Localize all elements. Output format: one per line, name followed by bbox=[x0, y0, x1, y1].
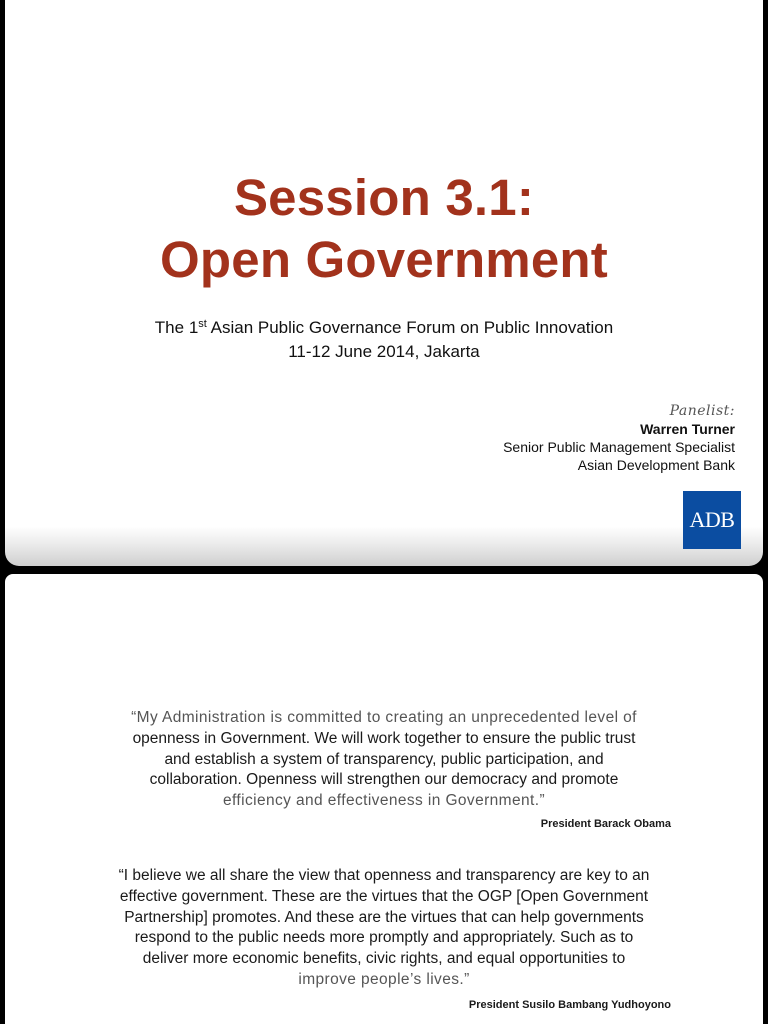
quote-line: and establish a system of transparency, public participation, and bbox=[164, 750, 604, 768]
slide-title-line-2: Open Government bbox=[160, 231, 608, 288]
slide-1[interactable] bbox=[5, 0, 763, 566]
quote-line: deliver more economic benefits, civic rights, and equal opportunities to bbox=[142, 950, 626, 968]
forum-name-suffix: Asian Public Governance Forum on Public Innovation bbox=[206, 318, 614, 337]
quote-attribution-obama: President Barack Obama bbox=[540, 818, 671, 830]
panelist-organization: Asian Development Bank bbox=[577, 457, 735, 473]
quote-line: openness in Government. We will work together to ensure the public trust bbox=[132, 729, 636, 747]
quote-line: efficiency and effectiveness in Government.” bbox=[222, 792, 546, 810]
adb-logo: ADB bbox=[683, 491, 741, 549]
forum-name bbox=[5, 316, 763, 339]
forum-name-prefix: The 1 bbox=[154, 318, 199, 337]
panelist-label: Panelist: bbox=[669, 403, 735, 419]
quote-line: Partnership] promotes. And these are the virtues that can help governments bbox=[124, 908, 644, 926]
quote-line: respond to the public needs more promptly and appropriately. Such as to bbox=[134, 929, 634, 947]
quote-obama bbox=[5, 708, 763, 812]
panelist-name: Warren Turner bbox=[640, 421, 735, 437]
forum-date-location: 11-12 June 2014, Jakarta bbox=[288, 342, 480, 361]
slide-2[interactable] bbox=[5, 574, 763, 1024]
quote-line: effective government. These are the virtues that the OGP [Open Government bbox=[119, 887, 649, 905]
quote-yudhoyono bbox=[5, 866, 763, 991]
quote-line: “I believe we all share the view that openness and transparency are key to an bbox=[118, 867, 650, 884]
quote-attribution-yudhoyono: President Susilo Bambang Yudhoyono bbox=[468, 999, 671, 1011]
quote-line: improve people’s lives.” bbox=[298, 970, 470, 988]
ordinal-suffix: st bbox=[198, 318, 207, 330]
slide-title-line-1: Session 3.1: bbox=[233, 169, 535, 226]
quote-line: “My Administration is committed to creating an unprecedented level of bbox=[131, 709, 637, 726]
panelist-title: Senior Public Management Specialist bbox=[503, 439, 735, 455]
quote-line: collaboration. Openness will strengthen our democracy and promote bbox=[149, 771, 619, 789]
panelist-block bbox=[503, 402, 735, 474]
